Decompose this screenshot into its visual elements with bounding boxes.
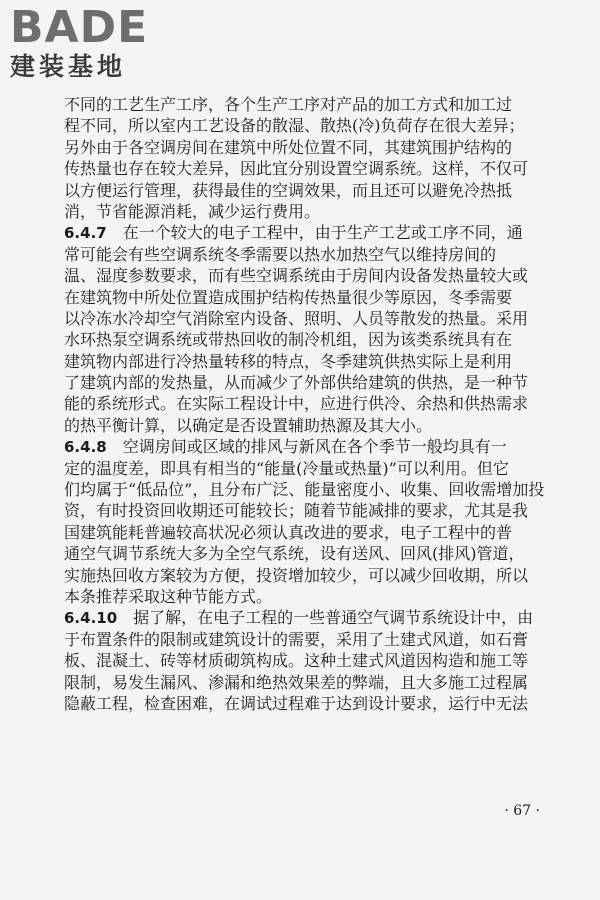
line-text: 建筑物内部进行冷热量转移的特点，冬季建筑供热实际上是利用 xyxy=(64,351,513,371)
text-line xyxy=(64,693,564,714)
line-text: 本条推荐采取这种节能方式。 xyxy=(64,586,273,606)
text-line xyxy=(64,500,564,521)
logo-sub-text: 建装基地 xyxy=(10,52,127,81)
line-text: 据了解，在电子工程的一些普通空气调节系统设计中，由 xyxy=(117,608,534,628)
line-text: 国建筑能耗普遍较高状况必须认真改进的要求，电子工程中的普 xyxy=(64,522,513,542)
line-text: 通空气调节系统大多为全空气系统，设有送风、回风(排风)管道， xyxy=(64,544,525,564)
line-text: 的热平衡计算，以确定是否设置辅助热源及其大小。 xyxy=(64,415,433,435)
line-text: 温、湿度参数要求，而有些空调系统由于房间内设备发热量较大或 xyxy=(64,266,529,286)
text-line xyxy=(64,479,564,500)
text-line xyxy=(64,329,564,350)
text-line xyxy=(64,372,564,393)
line-text: 程不同，所以室内工艺设备的散湿、散热(冷)负荷存在很大差异； xyxy=(64,116,525,136)
text-line xyxy=(64,458,564,479)
text-line xyxy=(64,180,564,201)
line-text: 实施热回收方案较为方便，投资增加较少，可以减少回收期，所以 xyxy=(64,565,529,585)
page-number: · 67 · xyxy=(504,803,540,819)
text-line xyxy=(64,543,564,564)
text-line xyxy=(64,415,564,436)
text-line xyxy=(64,265,564,286)
line-text: 能的系统形式。在实际工程设计中，应进行供冷、余热和供热需求 xyxy=(64,394,529,414)
section-number: 6.4.10 xyxy=(64,609,118,628)
text-line xyxy=(64,650,564,671)
line-text: 常可能会有些空调系统冬季需要以热水加热空气以维持房间的 xyxy=(64,244,497,264)
text-line xyxy=(64,287,564,308)
page-body xyxy=(64,94,564,714)
line-text: 不同的工艺生产工序，各个生产工序对产品的加工方式和加工过 xyxy=(64,95,513,114)
text-line xyxy=(64,158,564,179)
line-text: 资，有时投资回收期还可能较长；随着节能减排的要求，尤其是我 xyxy=(64,501,529,521)
text-line xyxy=(64,94,564,115)
line-text: 于布置条件的限制或建筑设计的需要，采用了土建式风道，如石膏 xyxy=(64,629,529,649)
line-text: 传热量也存在较大差异，因此宜分别设置空调系统。这样，不仅可 xyxy=(64,159,529,179)
text-line xyxy=(64,351,564,372)
line-text: 在一个较大的电子工程中，由于生产工艺或工序不同，通 xyxy=(106,223,523,243)
text-line xyxy=(64,244,564,265)
watermark-logo xyxy=(10,4,180,82)
text-line xyxy=(64,201,564,222)
text-line xyxy=(64,522,564,543)
text-line xyxy=(64,393,564,414)
text-line xyxy=(64,672,564,693)
text-line xyxy=(64,436,564,457)
line-text: 定的温度差，即具有相当的“能量(冷量或热量)”可以利用。但它 xyxy=(64,458,509,478)
line-text: 限制，易发生漏风、渗漏和绝热效果差的弊端，且大多施工过程属 xyxy=(64,672,529,692)
line-text: 以冷冻水冷却空气消除室内设备、照明、人员等散发的热量。采用 xyxy=(64,308,529,328)
text-line xyxy=(64,629,564,650)
line-text: 了建筑内部的发热量，从而减少了外部供给建筑的供热，是一种节 xyxy=(64,373,529,393)
section-number: 6.4.8 xyxy=(64,438,107,457)
text-line xyxy=(64,137,564,158)
text-line xyxy=(64,586,564,607)
section-number: 6.4.7 xyxy=(64,224,107,243)
line-text: 另外由于各空调房间在建筑中所处位置不同，其建筑围护结构的 xyxy=(64,137,513,157)
logo-main-text: BADE xyxy=(10,2,149,53)
line-text: 在建筑物中所处位置造成围护结构传热量很少等原因，冬季需要 xyxy=(64,287,513,307)
line-text: 水环热泵空调系统或带热回收的制冷机组，因为该类系统具有在 xyxy=(64,330,513,350)
line-text: 板、混凝土、砖等材质砌筑构成。这种土建式风道因构造和施工等 xyxy=(64,651,529,671)
text-line xyxy=(64,222,564,243)
text-line xyxy=(64,308,564,329)
line-text: 消，节省能源消耗，减少运行费用。 xyxy=(64,201,321,221)
line-text: 以方便运行管理，获得最佳的空调效果，而且还可以避免冷热抵 xyxy=(64,180,513,200)
text-line xyxy=(64,115,564,136)
text-line xyxy=(64,565,564,586)
text-line xyxy=(64,607,564,628)
line-text: 隐蔽工程，检查困难，在调试过程难于达到设计要求，运行中无法 xyxy=(64,693,529,713)
line-text: 们均属于“低品位”，且分布广泛、能量密度小、收集、回收需增加投 xyxy=(64,480,545,500)
line-text: 空调房间或区域的排风与新风在各个季节一般均具有一 xyxy=(106,437,507,457)
